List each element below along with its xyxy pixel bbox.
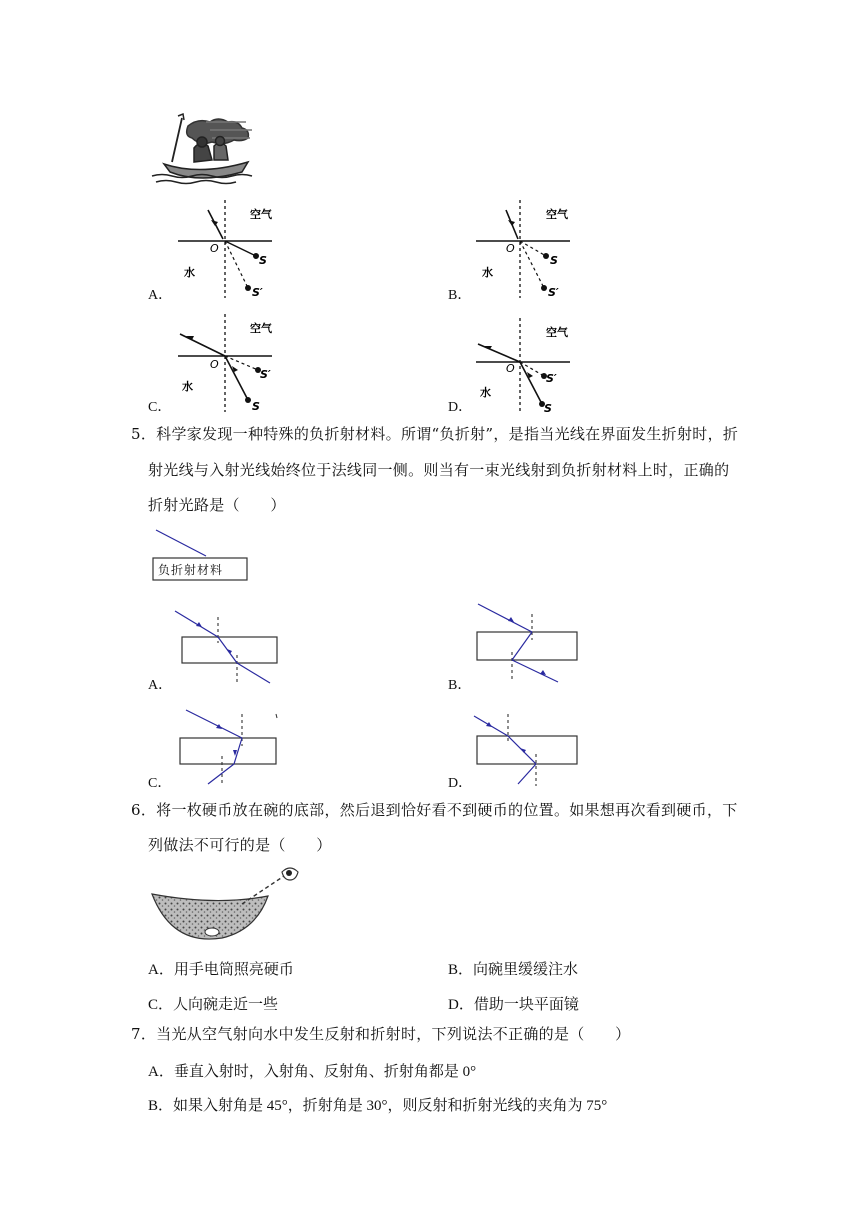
svg-text:S: S xyxy=(544,402,552,415)
q5-text-line1: 5．科学家发现一种特殊的负折射材料。所谓“负折射”，是指当光线在界面发生折射时，折 xyxy=(131,425,739,443)
svg-text:水: 水 xyxy=(482,266,493,279)
q5-option-a-label[interactable]: A． xyxy=(148,678,173,693)
bowl-coin-diagram xyxy=(146,860,306,944)
svg-text:S′: S′ xyxy=(548,286,559,299)
q5-diagram-b xyxy=(472,600,582,685)
s-prime-label: S′ xyxy=(252,286,263,299)
q5-option-d-label[interactable]: D． xyxy=(448,776,473,791)
q4-diagram-b xyxy=(468,198,578,303)
svg-text:O: O xyxy=(506,362,515,375)
q4-option-d-label[interactable]: D． xyxy=(448,400,473,415)
q7-option-a[interactable]: A．垂直入射时，入射角、反射角、折射角都是 0° xyxy=(148,1064,477,1080)
air-label: 空气 xyxy=(250,208,272,221)
q4-option-c-label[interactable]: C． xyxy=(148,400,172,415)
svg-text:空气: 空气 xyxy=(546,208,568,221)
water-label: 水 xyxy=(184,266,195,279)
q6-option-c[interactable]: C．人向碗走近一些 xyxy=(148,997,279,1013)
q4-diagram-d xyxy=(468,312,578,417)
q5-diagram-c xyxy=(172,706,282,786)
q4-option-a-label[interactable]: A． xyxy=(148,288,173,303)
svg-text:水: 水 xyxy=(480,386,491,399)
svg-text:S′: S′ xyxy=(260,368,271,381)
q7-option-b[interactable]: B．如果入射角是 45°，折射角是 30°，则反射和折射光线的夹角为 75° xyxy=(148,1098,608,1114)
q6-option-d[interactable]: D．借助一块平面镜 xyxy=(448,997,579,1013)
q6-option-b[interactable]: B．向碗里缓缓注水 xyxy=(448,962,579,978)
q6-option-a[interactable]: A．用手电筒照亮硬币 xyxy=(148,962,294,978)
q5-diagram-d xyxy=(472,708,582,788)
q7-text-line1: 7．当光从空气射向水中发生反射和折射时，下列说法不正确的是（ ） xyxy=(131,1025,631,1043)
s-label: S xyxy=(259,254,267,267)
q4-diagram-c xyxy=(170,312,280,417)
svg-text:O: O xyxy=(210,358,219,371)
q5-diagram-a xyxy=(172,605,282,685)
q6-text-line1: 6．将一枚硬币放在碗的底部，然后退到恰好看不到硬币的位置。如果想再次看到硬币，下 xyxy=(131,801,738,819)
origin-label: O xyxy=(210,242,219,255)
svg-text:水: 水 xyxy=(182,380,193,393)
fishing-boat-illustration xyxy=(150,112,260,190)
q4-diagram-a xyxy=(170,198,280,303)
svg-text:O: O xyxy=(506,242,515,255)
material-label: 负折射材料 xyxy=(158,563,224,577)
svg-text:S: S xyxy=(550,254,558,267)
q5-option-c-label[interactable]: C． xyxy=(148,776,172,791)
svg-text:S′: S′ xyxy=(546,372,557,385)
svg-text:空气: 空气 xyxy=(546,326,568,339)
q5-text-line3: 折射光路是（ ） xyxy=(148,496,286,514)
q5-option-b-label[interactable]: B． xyxy=(448,678,472,693)
svg-text:空气: 空气 xyxy=(250,322,272,335)
q6-text-line2: 列做法不可行的是（ ） xyxy=(148,836,332,854)
svg-text:S: S xyxy=(252,400,260,413)
q4-option-b-label[interactable]: B． xyxy=(448,288,472,303)
q5-text-line2: 射光线与入射光线始终位于法线同一侧。则当有一束光线射到负折射材料上时，正确的 xyxy=(148,461,730,479)
